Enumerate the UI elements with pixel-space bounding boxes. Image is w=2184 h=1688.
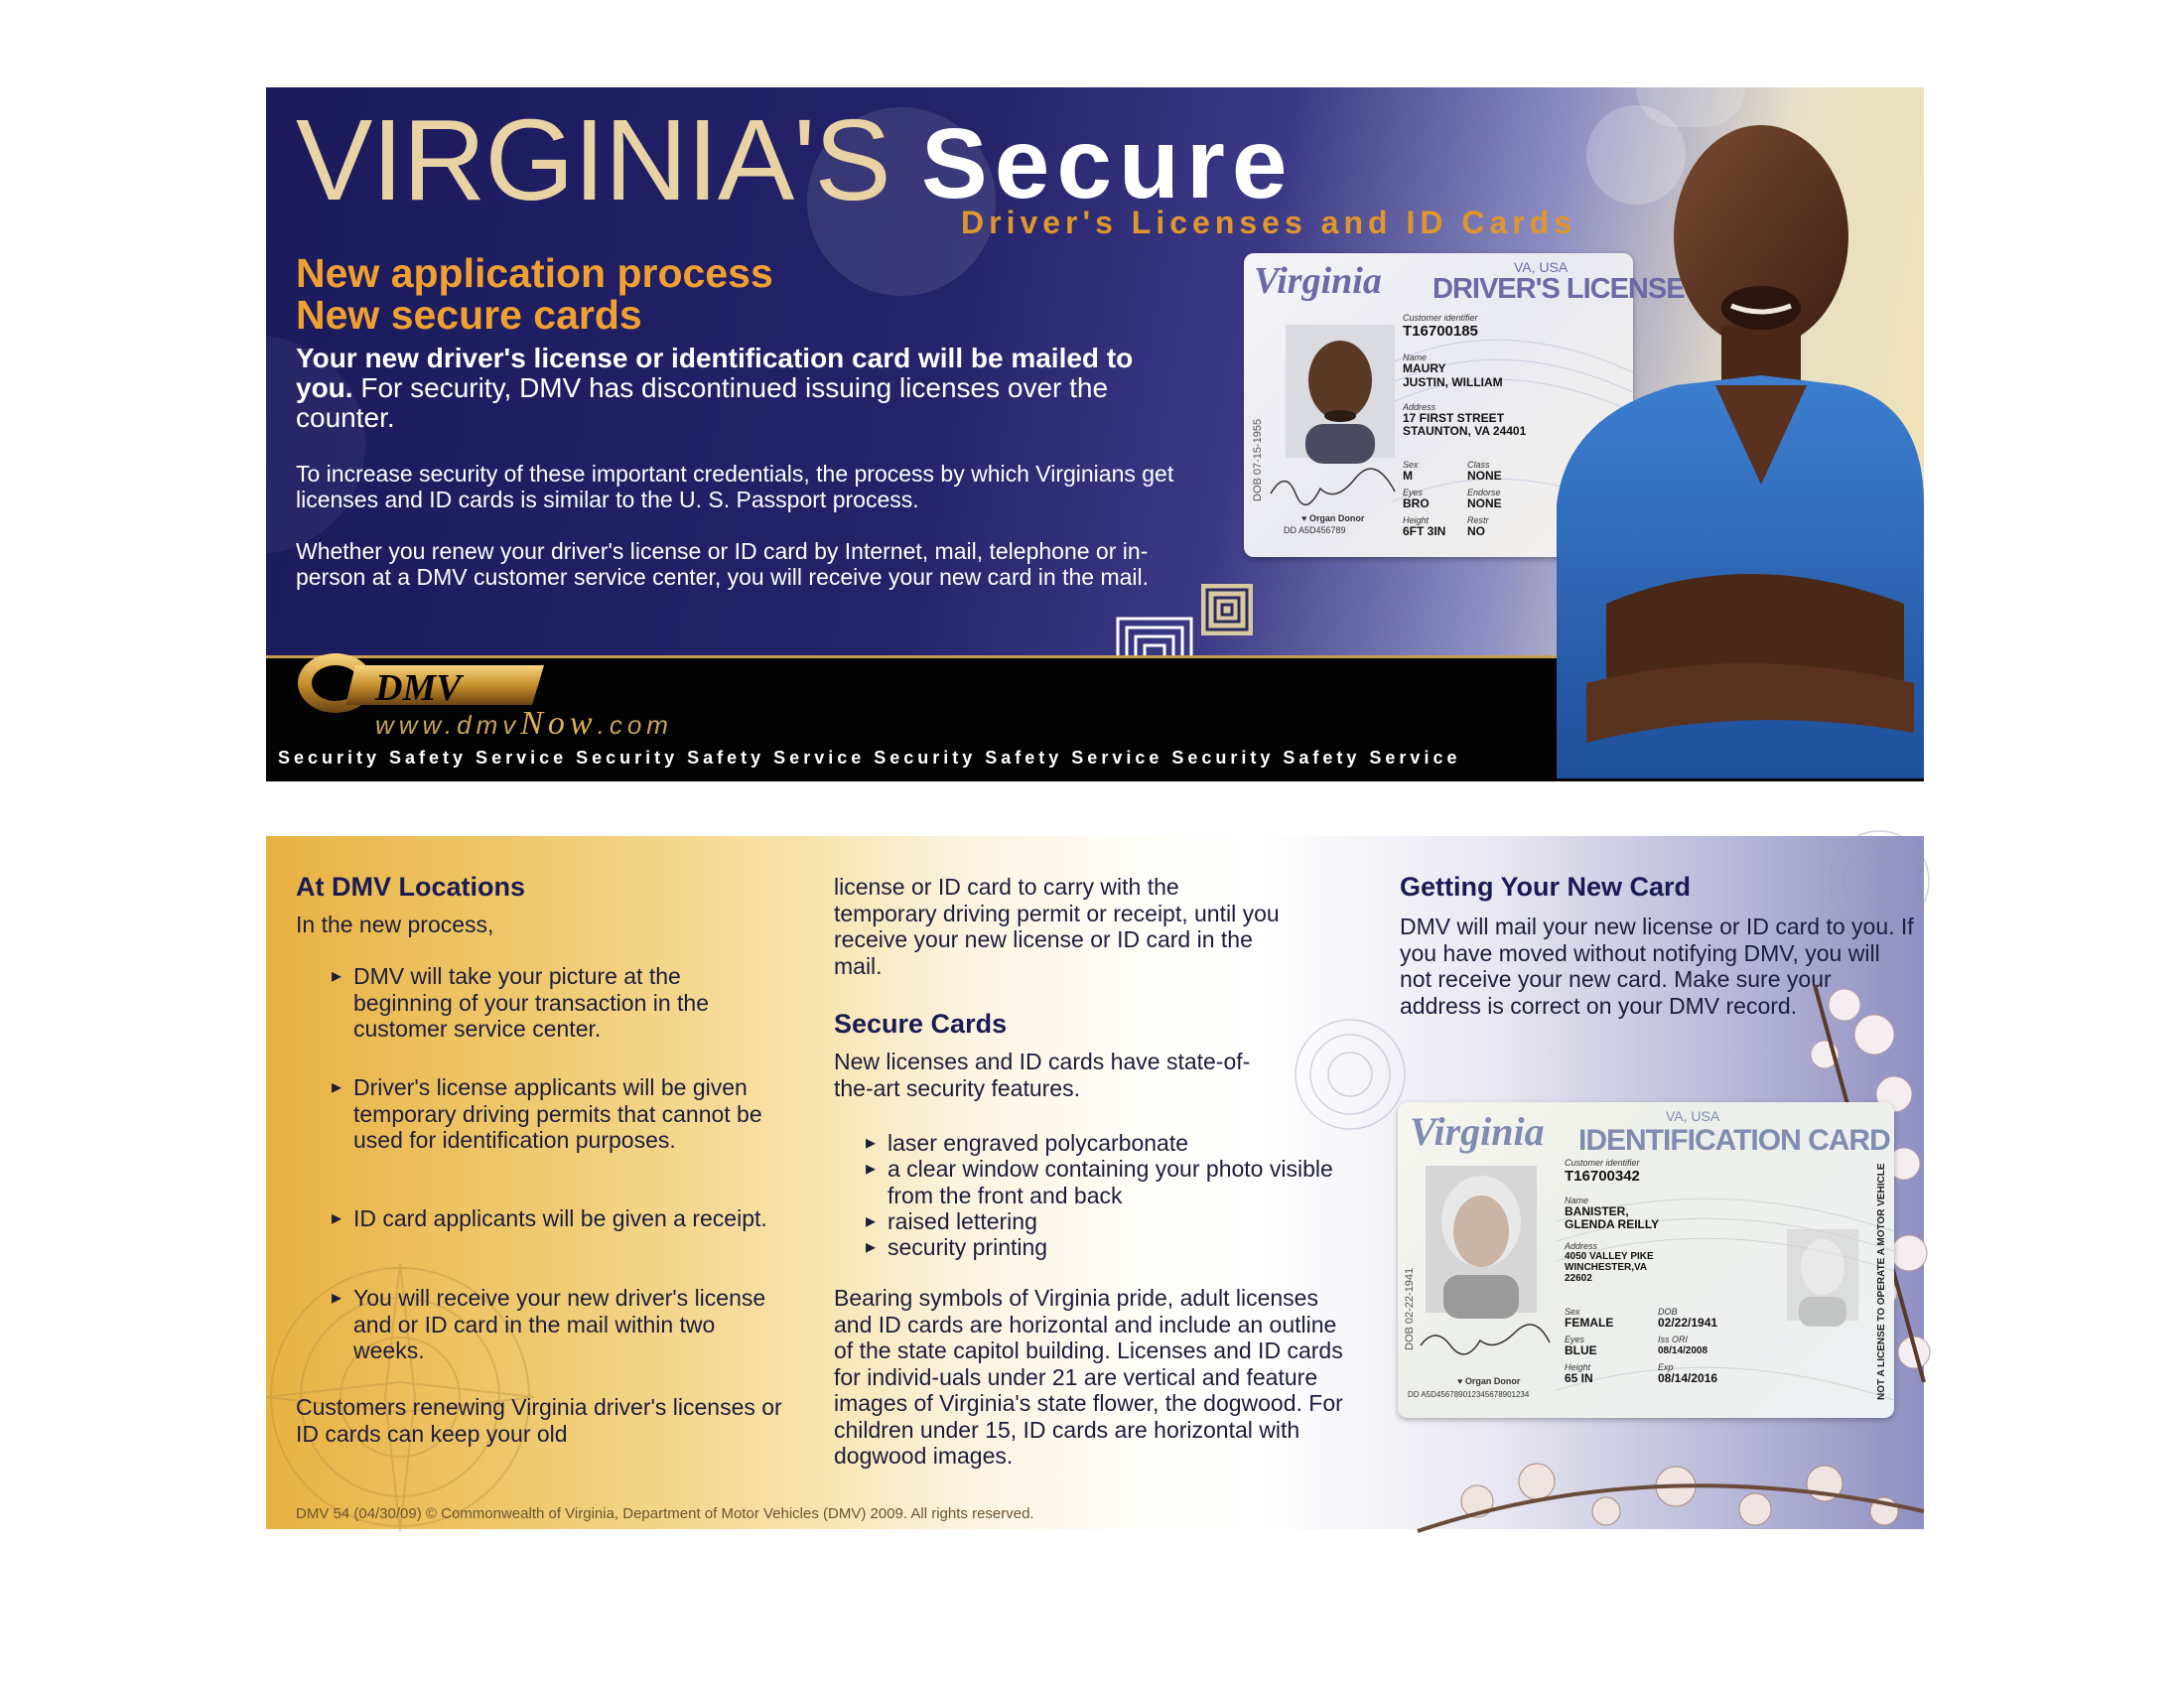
organ-donor: ♥ Organ Donor — [1457, 1376, 1521, 1386]
label-class: Class — [1467, 460, 1490, 470]
title-secure: Secure — [921, 108, 1295, 219]
card-side-text: DOB 07-15-1955 — [1252, 418, 1264, 501]
card-type: DRIVER'S LICENSE — [1433, 273, 1685, 305]
list-item: ▸ a clear window containing your photo visible from the front and back — [866, 1156, 1364, 1208]
title-virginias: VIRGINIA'S — [296, 95, 890, 224]
label-dob: DOB — [1658, 1307, 1678, 1317]
tagline: Security Safety Service Security Safety Service Security Safety Service Security Safety Service — [278, 748, 1461, 768]
card-type: IDENTIFICATION CARD — [1578, 1124, 1890, 1157]
label-sex: Sex — [1403, 460, 1419, 470]
continued-text: license or ID card to carry with the temporary driving permit or receipt, until you receive your new license or ID card in the mail. — [834, 874, 1280, 979]
card-state: Virginia — [1254, 260, 1382, 302]
list-item: ▸ You will receive your new driver's license and or ID card in the mail within two weeks. — [332, 1285, 780, 1364]
copyright-note: DMV 54 (04/30/09) © Commonwealth of Virginia, Department of Motor Vehicles (DMV) 2009. All rights reserved. — [296, 1505, 1034, 1522]
brochure-front-panel — [266, 87, 1924, 778]
heading-new-process: New application process — [296, 250, 773, 296]
customer-id: T16700185 — [1403, 323, 1478, 340]
list-item: ▸ DMV will take your picture at the beginning of your transaction in the customer service center. — [332, 963, 780, 1043]
seal-icon — [1291, 1015, 1410, 1134]
list-item: ▸ security printing — [866, 1234, 1364, 1261]
card-dd: DD A5D456789 — [1284, 525, 1346, 535]
label-address: Address — [1403, 402, 1436, 412]
address-line3: 22602 — [1565, 1273, 1592, 1284]
heading-new-cards: New secure cards — [296, 292, 642, 338]
card-state: Virginia — [1410, 1109, 1545, 1154]
signature — [1266, 464, 1415, 509]
svg-text:DMV: DMV — [375, 667, 462, 709]
heading-at-dmv: At DMV Locations — [296, 872, 526, 902]
label-iss: Iss ORI — [1658, 1335, 1689, 1344]
lead-paragraph — [296, 344, 1189, 433]
address-line2: WINCHESTER,VA — [1565, 1262, 1648, 1273]
label-height: Height — [1403, 515, 1430, 525]
height: 65 IN — [1565, 1371, 1593, 1385]
list-item: ▸ raised lettering — [866, 1208, 1364, 1235]
label-name: Name — [1403, 352, 1428, 362]
eyes: BLUE — [1565, 1343, 1597, 1357]
url-prefix: www.dmv — [375, 710, 521, 740]
organ-donor: ♥ Organ Donor — [1301, 513, 1365, 523]
label-restr: Restr — [1467, 515, 1489, 525]
card-side-text: NOT A LICENSE TO OPERATE A MOTOR VEHICLE — [1876, 1163, 1887, 1400]
address-line2: STAUNTON, VA 24401 — [1403, 424, 1527, 438]
renewal-paragraph: Whether you renew your driver's license or ID card by Internet, mail, telephone or in-person at a DMV customer service center, you will receive your new card in the mail. — [296, 538, 1150, 590]
lead-bold: Your new driver's license or identification card will be mailed to you. — [296, 343, 1134, 403]
secure-intro: New licenses and ID cards have state-of-the-art security features. — [834, 1049, 1251, 1101]
renewing-text: Customers renewing Virginia driver's licenses or ID cards can keep your old — [296, 1394, 782, 1447]
label-name: Name — [1565, 1196, 1589, 1205]
dogwood-blossoms — [1358, 1392, 1924, 1531]
label-eyes: Eyes — [1403, 488, 1424, 497]
label-exp: Exp — [1658, 1362, 1674, 1372]
list-item: ▸ Driver's license applicants will be given temporary driving permits that cannot be used for identification purposes. — [332, 1074, 780, 1154]
security-pattern-icon — [1115, 616, 1194, 659]
label-customer: Customer identifier — [1403, 313, 1478, 323]
eyes: BRO — [1403, 496, 1430, 510]
getting-text: DMV will mail your new license or ID card to you. If you have moved without notifying DMV, you will not receive your new card. Make sure your address is correct on your DMV record. — [1400, 914, 1914, 1019]
name-line2: GLENDA REILLY — [1565, 1217, 1660, 1231]
url-now: Now — [520, 705, 598, 742]
security-paragraph: To increase security of these important credentials, the process by which Virginians get licenses and ID cards is similar to the U. S. Passport process. — [296, 461, 1174, 512]
address-line1: 17 FIRST STREET — [1403, 411, 1505, 425]
customer-id: T16700342 — [1565, 1168, 1640, 1185]
label-height: Height — [1565, 1362, 1591, 1372]
license-photo — [1286, 325, 1395, 458]
id-photo — [1426, 1166, 1537, 1313]
label-endorse: Endorse — [1467, 488, 1501, 497]
brochure-back-panel — [266, 836, 1924, 1529]
sex: M — [1403, 469, 1413, 483]
heading-getting-card: Getting Your New Card — [1400, 872, 1692, 902]
id-card-sample — [1398, 1102, 1894, 1418]
label-customer: Customer identifier — [1565, 1158, 1640, 1168]
at-dmv-intro: In the new process, — [296, 912, 494, 937]
iss: 08/14/2008 — [1658, 1345, 1708, 1356]
signature — [1416, 1321, 1555, 1360]
label-eyes: Eyes — [1565, 1335, 1585, 1344]
card-dd: DD A5D456789012345678901234 — [1408, 1390, 1530, 1399]
sex: FEMALE — [1565, 1316, 1614, 1330]
heading-secure-cards: Secure Cards — [834, 1009, 1008, 1039]
security-pattern-icon — [1201, 584, 1253, 635]
label-address: Address — [1565, 1241, 1598, 1251]
address-line1: 4050 VALLEY PIKE — [1565, 1251, 1654, 1262]
card-country: VA, USA — [1666, 1108, 1720, 1124]
name-line2: JUSTIN, WILLIAM — [1403, 375, 1503, 389]
url-suffix: .com — [597, 710, 673, 740]
exp: 08/14/2016 — [1658, 1371, 1718, 1385]
list-item: ▸ ID card applicants will be given a receipt. — [332, 1205, 780, 1232]
dmv-url[interactable] — [375, 705, 673, 743]
name-line1: BANISTER, — [1565, 1204, 1629, 1218]
class: NONE — [1467, 469, 1502, 483]
height: 6FT 3IN — [1403, 524, 1446, 538]
subtitle: Driver's Licenses and ID Cards — [961, 205, 1577, 240]
lead-rest: For security, DMV has discontinued issuing licenses over the counter. — [296, 372, 1109, 433]
restr: NO — [1467, 524, 1485, 538]
name-line1: MAURY — [1403, 361, 1446, 375]
label-sex: Sex — [1565, 1307, 1580, 1317]
ghost-photo — [1787, 1229, 1858, 1321]
dob: 02/22/1941 — [1658, 1316, 1718, 1330]
bearing-text: Bearing symbols of Virginia pride, adult licenses and ID cards are horizontal and include an outline of the state capitol building. Licenses and ID cards for individ-uals under 21 are vertical and feature images of Virginia's state flower, the dogwood. For children under 15, ID cards are horizontal with dogwood images. — [834, 1285, 1343, 1469]
endorse: NONE — [1467, 496, 1502, 510]
card-side-text-left: DOB 02-22-1941 — [1404, 1267, 1416, 1350]
man-photo — [1527, 87, 1924, 778]
card-country: VA, USA — [1514, 259, 1569, 275]
list-item: ▸ laser engraved polycarbonate — [866, 1130, 1364, 1157]
